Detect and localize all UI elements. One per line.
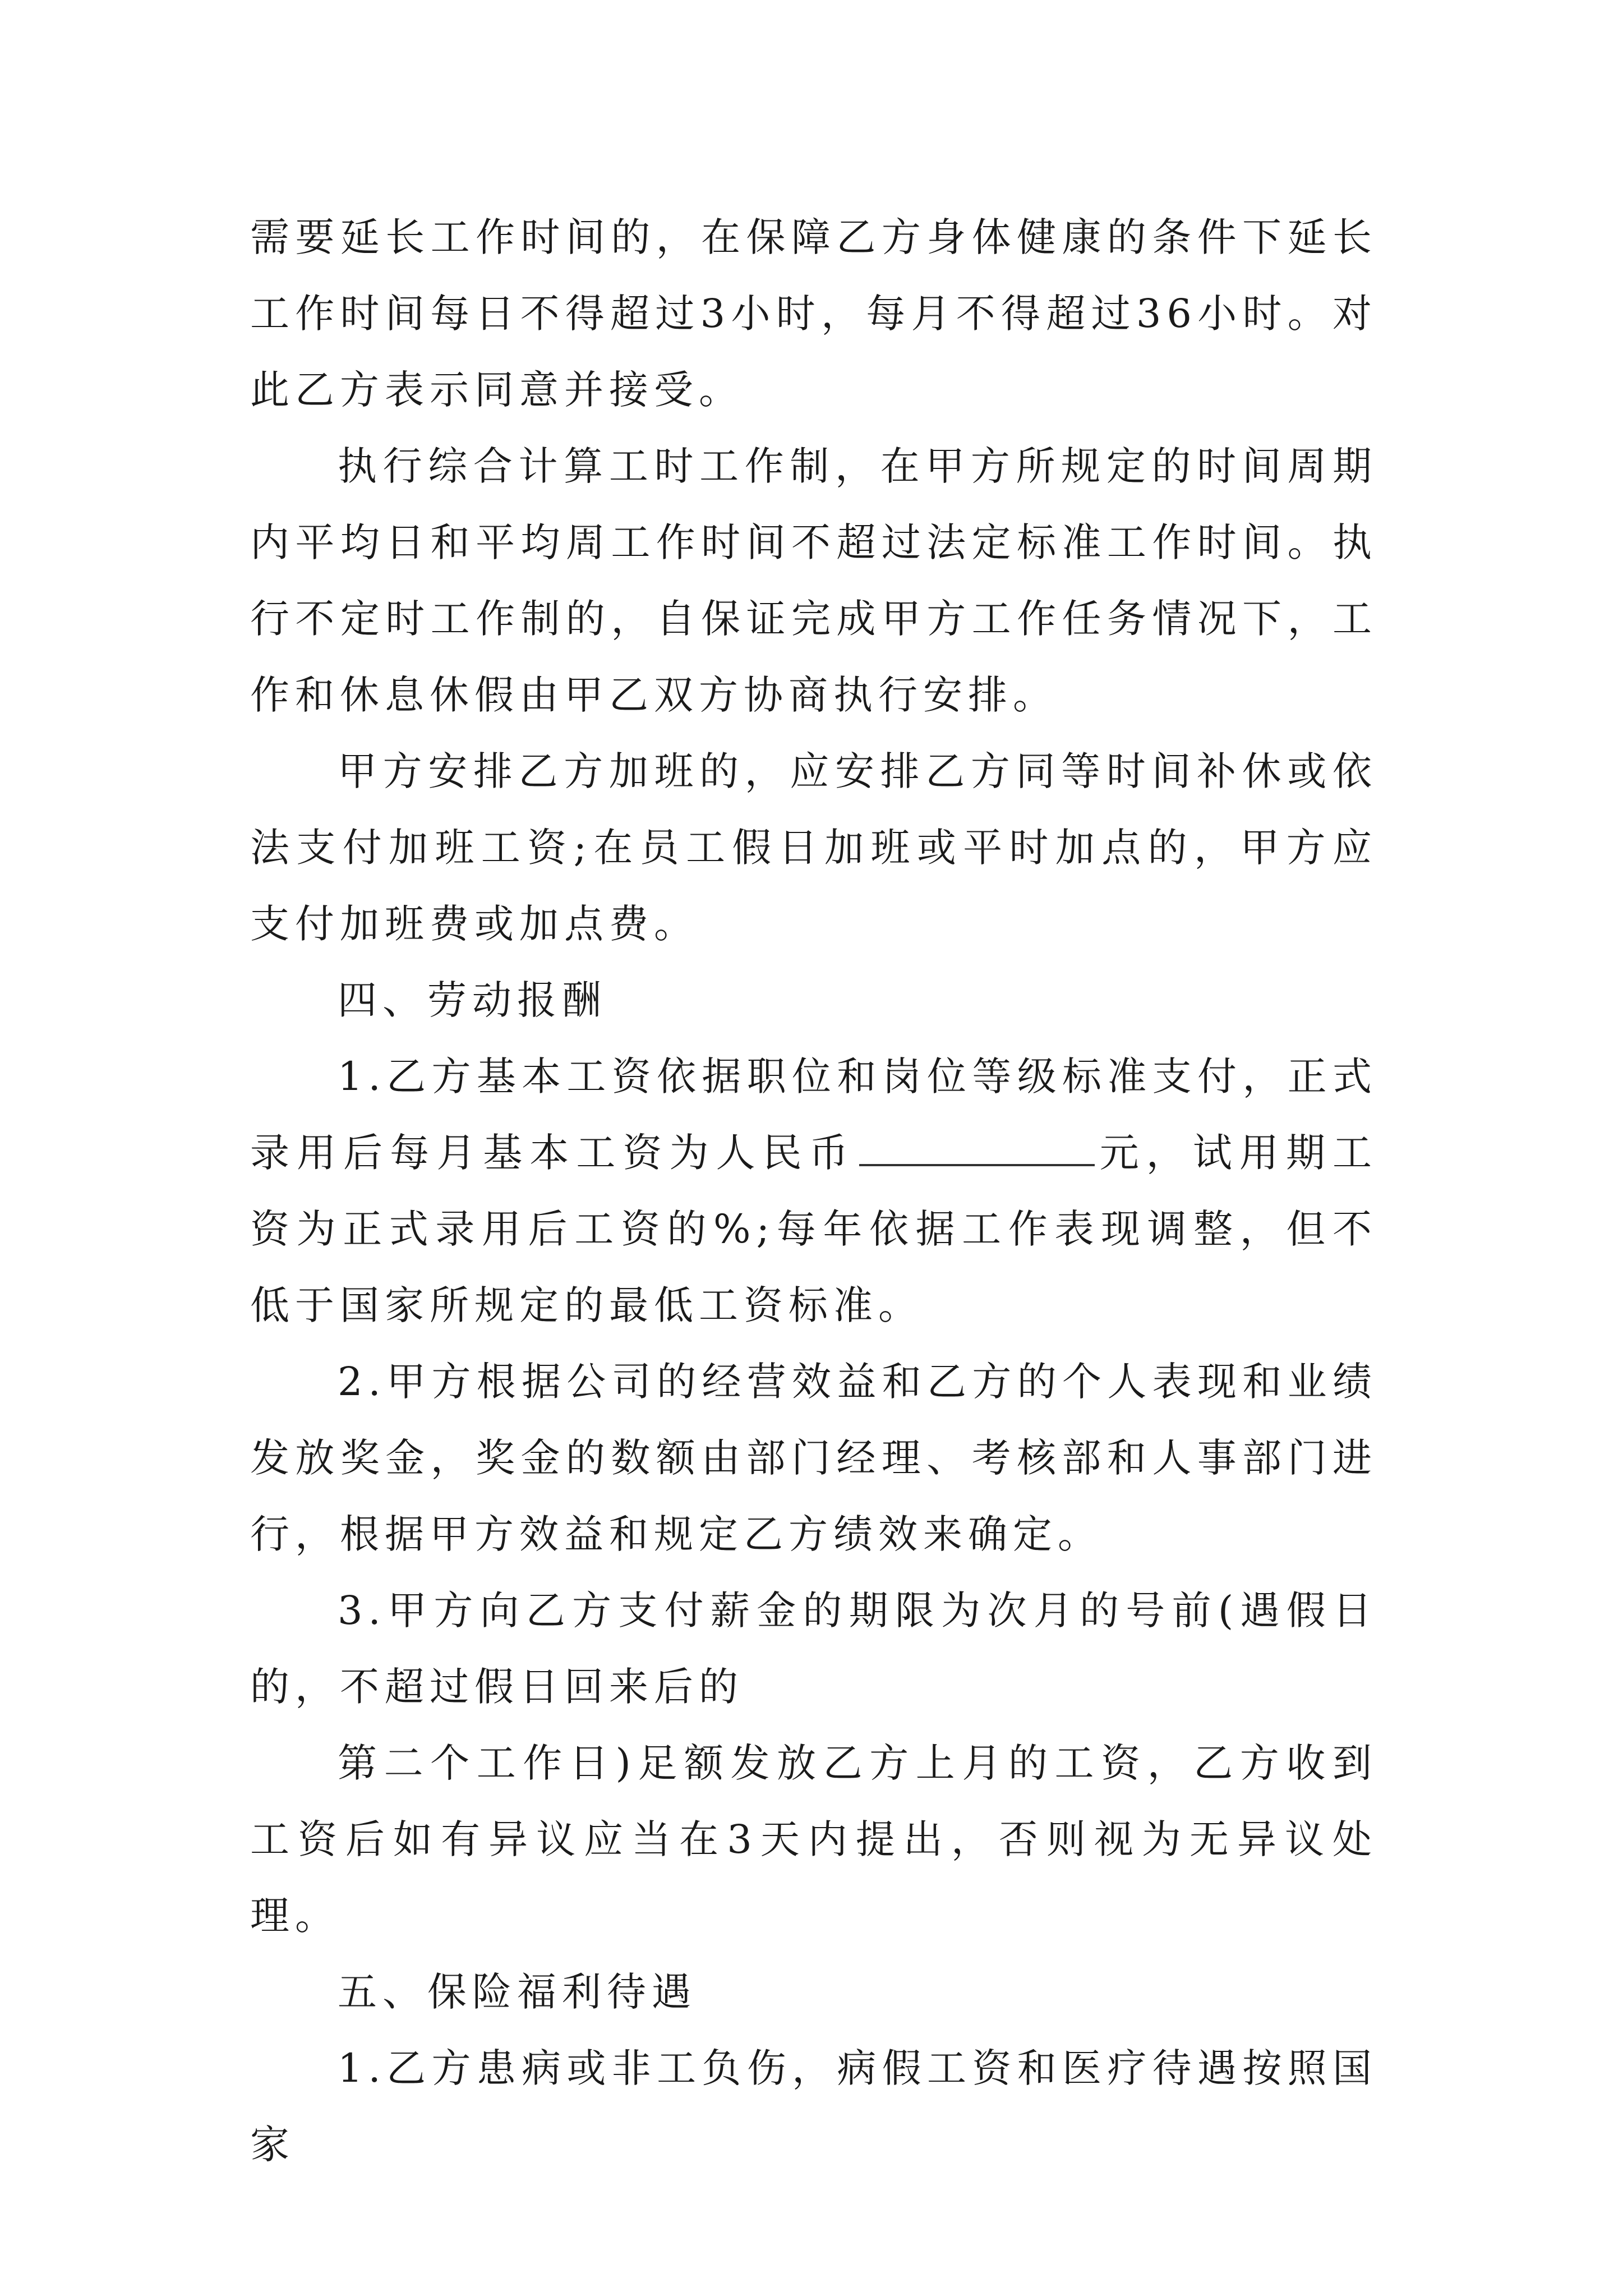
salary-amount-blank — [859, 1129, 1095, 1166]
paragraph-base-salary — [250, 1038, 1377, 1343]
section-heading-remuneration: 四、劳动报酬 — [338, 977, 607, 1023]
paragraph-comprehensive-hours: 执行综合计算工时工作制，在甲方所规定的时间周期内平均日和平均周工作时间不超过法定标准工作时间。执行不定时工作制的，自保证完成甲方工作任务情况下，工作和休息休假由甲乙双方协商执行安排。 — [250, 443, 1377, 718]
base-salary-text-before: 1.乙方基本工资依据职位和岗位等级标准支付，正式录用后每月基本工资为人民币 — [250, 1053, 1377, 1176]
paragraph-sick-leave: 1.乙方患病或非工负伤，病假工资和医疗待遇按照国家 — [250, 2045, 1377, 2168]
paragraph-pay-date: 3.甲方向乙方支付薪金的期限为次月的号前(遇假日的，不超过假日回来后的 — [250, 1588, 1377, 1710]
paragraph-overtime-limit: 需要延长工作时间的，在保障乙方身体健康的条件下延长工作时间每日不得超过3小时，每月不得超过36小时。对此乙方表示同意并接受。 — [250, 214, 1377, 413]
paragraph-pay-date-continued: 第二个工作日)足额发放乙方上月的工资，乙方收到工资后如有异议应当在3天内提出，否则视为无异议处理。 — [250, 1740, 1377, 1939]
paragraph-overtime-pay: 甲方安排乙方加班的，应安排乙方同等时间补休或依法支付加班工资;在员工假日加班或平时加点的，甲方应支付加班费或加点费。 — [250, 748, 1377, 947]
base-salary-text-after: 元，试用期工资为正式录用后工资的%;每年依据工作表现调整，但不低于国家所规定的最低工资标准。 — [250, 1130, 1378, 1328]
paragraph-bonus: 2.甲方根据公司的经营效益和乙方的个人表现和业绩发放奖金，奖金的数额由部门经理、考核部和人事部门进行，根据甲方效益和规定乙方绩效来确定。 — [250, 1359, 1377, 1557]
document-body — [250, 199, 1377, 2183]
section-heading-insurance: 五、保险福利待遇 — [338, 1969, 697, 2015]
